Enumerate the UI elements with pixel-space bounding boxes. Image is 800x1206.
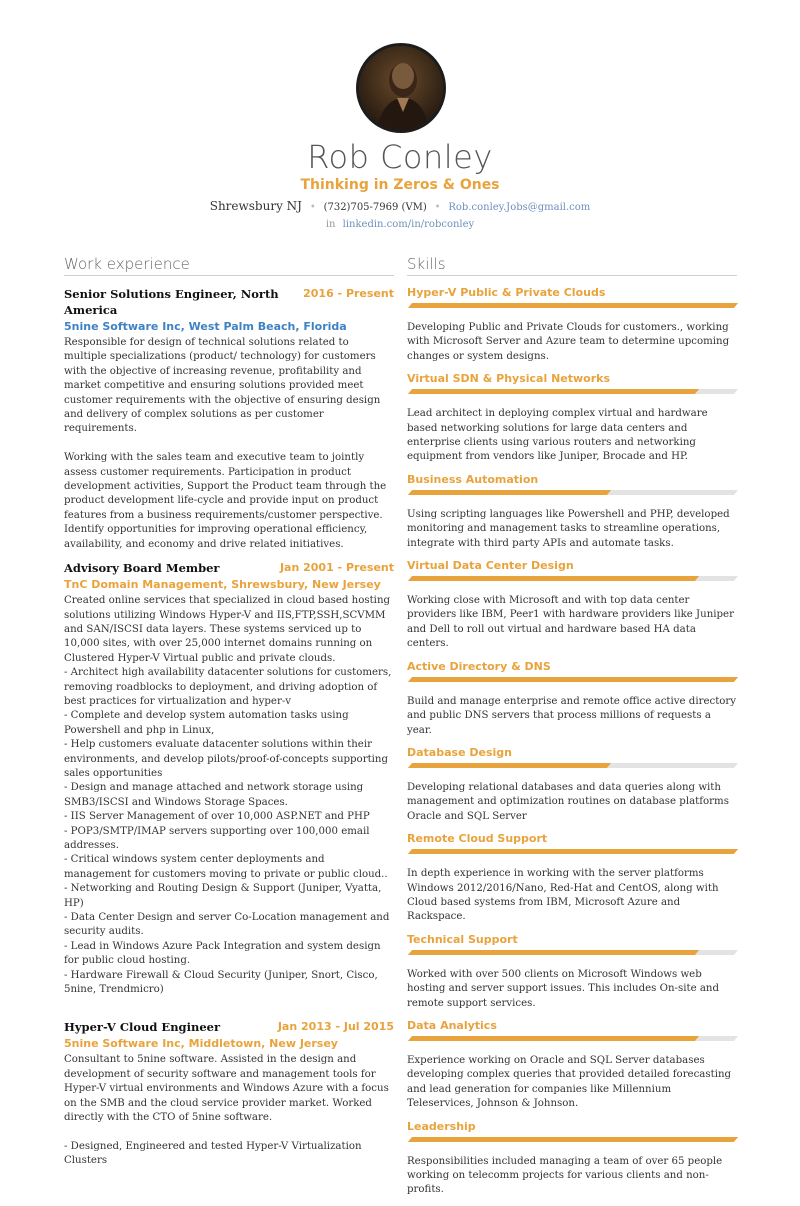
- skill-description: Working close with Microsoft and with top data center providers like IBM, Peer1 with hardware providers like Juniper and Dell to roll out virtual and hardware based HA data centers.: [407, 595, 734, 650]
- job-description: Consultant to 5nine software. Assisted in the design and development of security software and management tools for Hyper-V virtual environments and Windows Azure with a focus on the SMB and the cloud service provider market. Worked directly with the CTO of 5nine software. - Designed, Engineered and tested Hyper-V Virtualization Clusters: [64, 1054, 389, 1167]
- skill-level-fill: [408, 677, 738, 682]
- job-entry: [64, 560, 394, 997]
- tagline: Thinking in Zeros & Ones: [300, 177, 500, 193]
- skill-name: Database Design: [407, 745, 512, 759]
- skill-description: Lead architect in deploying complex virtual and hardware based networking solutions for large data centers and enterprise clients using various routers and networking equipment from vendors like Juniper, Brocade and HP.: [407, 408, 708, 463]
- skill-name: Hyper-V Public & Private Clouds: [407, 286, 606, 299]
- skill-level-bar: [408, 1137, 738, 1142]
- job-title: Senior Solutions Engineer, North America: [64, 287, 279, 317]
- skill-level-fill: [408, 389, 699, 394]
- skill-entry: [407, 473, 737, 551]
- skill-description: Developing Public and Private Clouds for customers., working with Microsoft Server and Azure team to determine upcoming changes or system designs.: [407, 322, 730, 362]
- skill-name: Virtual SDN & Physical Networks: [407, 372, 610, 386]
- skill-entry: [407, 746, 737, 824]
- job-entry: [64, 1019, 394, 1168]
- job-entry: [64, 286, 394, 552]
- skill-description: Responsibilities included managing a team of over 65 people working on telecomm projects for various clients and non-profits.: [407, 1155, 723, 1196]
- job-title: Hyper-V Cloud Engineer: [64, 1020, 221, 1035]
- separator-dot: •: [309, 202, 316, 213]
- skill-level-bar: [408, 576, 738, 581]
- skill-name: Technical Support: [407, 932, 518, 946]
- skill-level-bar: [408, 303, 738, 308]
- avatar: [356, 43, 446, 133]
- skill-level-bar: [408, 950, 738, 955]
- phone[interactable]: (732)705-7969 (VM): [323, 202, 427, 213]
- separator-dot: •: [434, 202, 441, 213]
- work-divider: [64, 275, 394, 276]
- skill-level-fill: [408, 490, 611, 495]
- skill-level-fill: [408, 950, 699, 955]
- skill-name: Virtual Data Center Design: [407, 559, 574, 573]
- skill-level-bar: [408, 1036, 738, 1041]
- job-dates: Jan 2013 - Jul 2015: [277, 1020, 394, 1034]
- skill-entry: [407, 660, 737, 738]
- job-title: Advisory Board Member: [64, 561, 220, 576]
- skill-level-bar: [408, 849, 738, 854]
- skill-name: Data Analytics: [407, 1018, 497, 1032]
- contact-line: [0, 199, 800, 213]
- skill-level-fill: [408, 1137, 738, 1142]
- skill-entry: [407, 286, 737, 364]
- skill-entry: [407, 1019, 737, 1112]
- job-description: Responsible for design of technical solutions related to multiple specializations (product/ technology) for customers with the objective of increasing revenue, profitability and market competitive and ensuring solutions provided meet customer requirements with the objective of ensuring design and delivery of complex solutions as per customer requirements. Working with the sales team and executive team to jointly assess customer requirements. Participation in product development activities, Support the Product team through the product development life-cycle and provide input on product features from a business requirements/customer perspective. Identify opportunities for improving operational efficiency, availability, and economy and drive related initiatives.: [64, 337, 387, 550]
- skill-entry: [407, 1120, 737, 1198]
- skill-level-fill: [408, 849, 738, 854]
- skills-column: [407, 286, 737, 1206]
- skills-section-title: Skills: [407, 255, 446, 273]
- job-description: Created online services that specialized in cloud based hosting solutions utilizing Windows Hyper-V and IIS,FTP,SSH,SCVMM and SAN/ISCSI data layers. These systems serviced up to 10,000 sites, with over 25,000 internet domains running on Clustered Hyper-V Virtual public and private clouds. - Architect high availability datacenter solutions for customers, removing roadblocks to deployment, and driving adoption of best practices for virtualization and hyper-v - Complete and develop system automation tasks using Powershell and php in Linux, - Help customers evaluate datacenter solutions within their environments, and develop pilots/proof-of-concepts supporting sales opportunities - Design and manage attached and network storage using SMB3/ISCSI and Windows Storage Spaces. - IIS Server Management of over 10,000 ASP.NET and PHP - POP3/SMTP/IMAP servers supporting over 100,000 email addresses. - Critical windows system center deployments and management for customers moving to private or public cloud.. - Networking and Routing Design & Support (Juniper, Vyatta, HP) - Data Center Design and server Co-Location management and security audits. - Lead in Windows Azure Pack Integration and system design for public cloud hosting. - Hardware Firewall & Cloud Security (Juniper, Snort, Cisco, 5nine, Trendmicro): [64, 595, 392, 996]
- skill-name: Active Directory & DNS: [407, 659, 551, 673]
- work-experience-column: [64, 286, 394, 1169]
- skills-divider: [407, 275, 737, 276]
- skill-level-bar: [408, 763, 738, 768]
- location: Shrewsbury NJ: [209, 199, 302, 213]
- linkedin-link[interactable]: linkedin.com/in/robconley: [342, 219, 475, 230]
- skill-level-bar: [408, 677, 738, 682]
- job-company: 5nine Software Inc, West Palm Beach, Florida: [64, 320, 347, 333]
- skill-level-fill: [408, 763, 611, 768]
- skill-description: Worked with over 500 clients on Microsoft Windows web hosting and server support issues. This includes On-site and remote support services.: [407, 968, 719, 1009]
- skill-description: Using scripting languages like Powershell and PHP, developed monitoring and management tasks to streamline operations, integrate with third party APIs and automate tasks.: [407, 508, 730, 549]
- skill-description: In depth experience in working with the server platforms Windows 2012/2016/Nano, Red-Hat and CentOS, along with Cloud based systems from IBM, Microsoft Azure and Rackspace.: [407, 868, 719, 923]
- skill-description: Developing relational databases and data queries along with management and optimization routines on database platforms Oracle and SQL Server: [407, 781, 729, 822]
- skill-description: Build and manage enterprise and remote office active directory and public DNS servers that process millions of requests a year.: [407, 695, 737, 736]
- job-company: TnC Domain Management, Shrewsbury, New Jersey: [64, 578, 381, 592]
- skill-level-fill: [408, 576, 699, 581]
- skill-description: Experience working on Oracle and SQL Server databases developing complex queries that provided detailed forecasting and lead generation for companies like Millennium Teleservices, Johnson & Johnson.: [407, 1054, 732, 1110]
- candidate-name: Rob Conley: [307, 138, 493, 176]
- skill-name: Business Automation: [407, 472, 539, 486]
- skill-level-bar: [408, 389, 738, 394]
- skill-entry: [407, 559, 737, 652]
- skill-entry: [407, 933, 737, 1011]
- skill-name: Remote Cloud Support: [407, 832, 548, 846]
- job-dates: 2016 - Present: [303, 287, 394, 300]
- skill-level-bar: [408, 490, 738, 495]
- job-dates: Jan 2001 - Present: [279, 561, 394, 575]
- work-section-title: Work experience: [64, 255, 190, 273]
- job-company: 5nine Software Inc, Middletown, New Jersey: [64, 1037, 338, 1051]
- skill-name: Leadership: [407, 1119, 476, 1133]
- profile-photo: [359, 46, 443, 130]
- email-link[interactable]: Rob.conley.Jobs@gmail.com: [448, 202, 591, 213]
- skill-level-fill: [408, 1036, 699, 1041]
- skill-entry: [407, 372, 737, 465]
- linkedin-icon: in: [325, 219, 336, 230]
- skill-entry: [407, 832, 737, 925]
- skill-level-fill: [408, 303, 738, 308]
- linkedin-line: [0, 219, 800, 230]
